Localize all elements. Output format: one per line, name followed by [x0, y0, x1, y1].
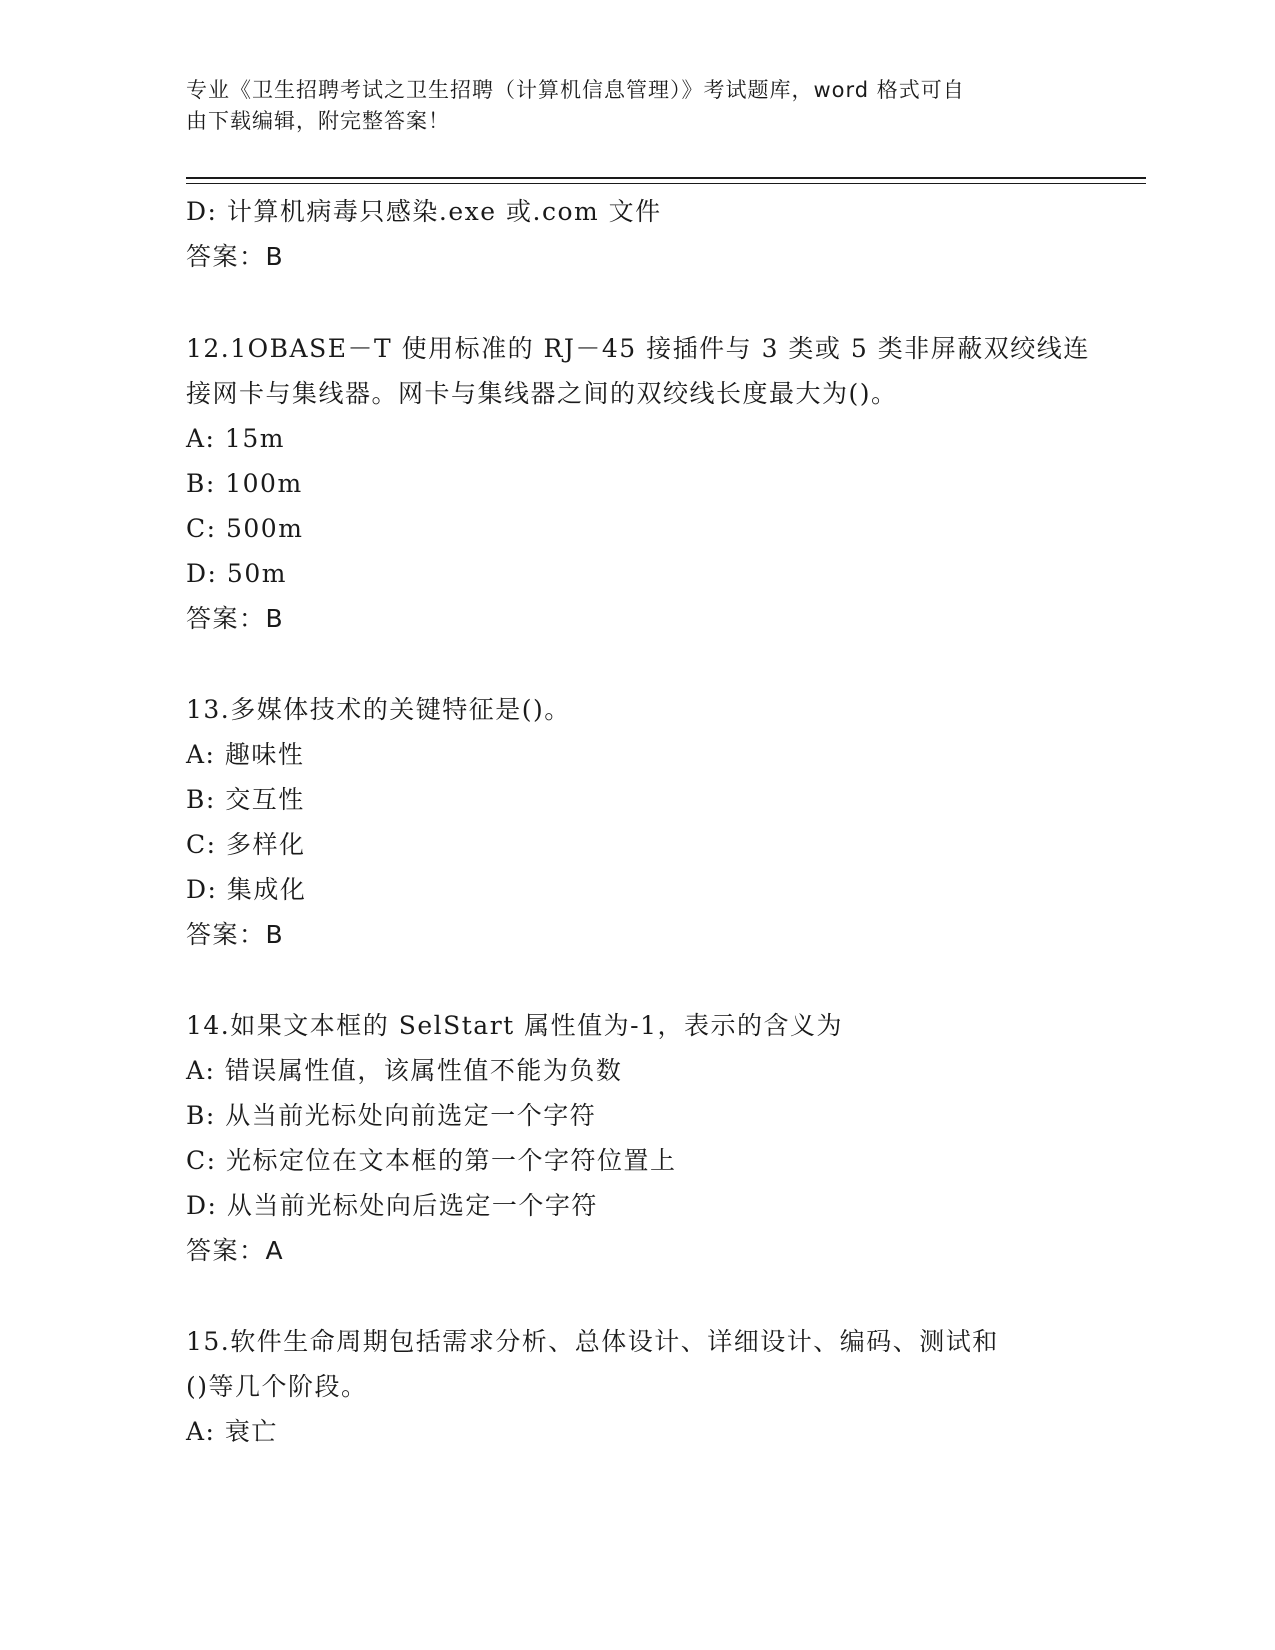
question-11-tail — [186, 189, 1086, 279]
q14-option-d: D: 从当前光标处向后选定一个字符 — [186, 1191, 598, 1220]
q11-answer: 答案：B — [186, 242, 285, 271]
spacer — [186, 1273, 1086, 1319]
q13-stem: 13.多媒体技术的关键特征是()。 — [186, 695, 571, 724]
q13-option-d: D: 集成化 — [186, 875, 307, 904]
q12-stem-line-2: 接网卡与集线器。网卡与集线器之间的双绞线长度最大为()。 — [186, 379, 898, 408]
question-12 — [186, 326, 1090, 641]
q15-option-a: A: 衰亡 — [186, 1417, 278, 1446]
q13-option-b: B: 交互性 — [186, 785, 305, 814]
header-line-2: 由下载编辑，附完整答案！ — [186, 109, 450, 133]
q12-option-d: D: 50m — [186, 559, 287, 588]
q13-option-c: C: 多样化 — [186, 830, 306, 859]
q13-option-a: A: 趣味性 — [186, 740, 305, 769]
spacer — [186, 957, 1086, 1003]
q12-option-a: A: 15m — [186, 424, 285, 453]
q15-stem-line-2: ()等几个阶段。 — [186, 1372, 368, 1401]
q12-option-c: C: 500m — [186, 514, 304, 543]
q14-option-c: C: 光标定位在文本框的第一个字符位置上 — [186, 1146, 677, 1175]
q14-answer: 答案：A — [186, 1236, 285, 1265]
header-divider-thick — [186, 177, 1146, 179]
q13-answer: 答案：B — [186, 920, 285, 949]
question-13 — [186, 687, 1086, 957]
q14-option-a: A: 错误属性值，该属性值不能为负数 — [186, 1056, 623, 1085]
spacer — [186, 279, 1086, 326]
spacer — [186, 641, 1086, 687]
question-15 — [186, 1319, 1086, 1454]
q12-stem-line-1: 12.1OBASE－T 使用标准的 RJ－45 接插件与 3 类或 5 类非屏蔽双绞线连 — [186, 334, 1090, 363]
document-header — [186, 75, 1066, 137]
q15-stem-line-1: 15.软件生命周期包括需求分析、总体设计、详细设计、编码、测试和 — [186, 1327, 999, 1356]
question-list — [186, 189, 1090, 1454]
q14-stem: 14.如果文本框的 SelStart 属性值为-1，表示的含义为 — [186, 1011, 843, 1040]
q14-option-b: B: 从当前光标处向前选定一个字符 — [186, 1101, 597, 1130]
q12-option-b: B: 100m — [186, 469, 303, 498]
header-line-1: 专业《卫生招聘考试之卫生招聘（计算机信息管理）》考试题库，word 格式可自 — [186, 78, 965, 102]
question-14 — [186, 1003, 1086, 1273]
q12-answer: 答案：B — [186, 604, 285, 633]
q11-option-d: D: 计算机病毒只感染.exe 或.com 文件 — [186, 197, 662, 226]
header-divider-thin — [186, 183, 1146, 184]
